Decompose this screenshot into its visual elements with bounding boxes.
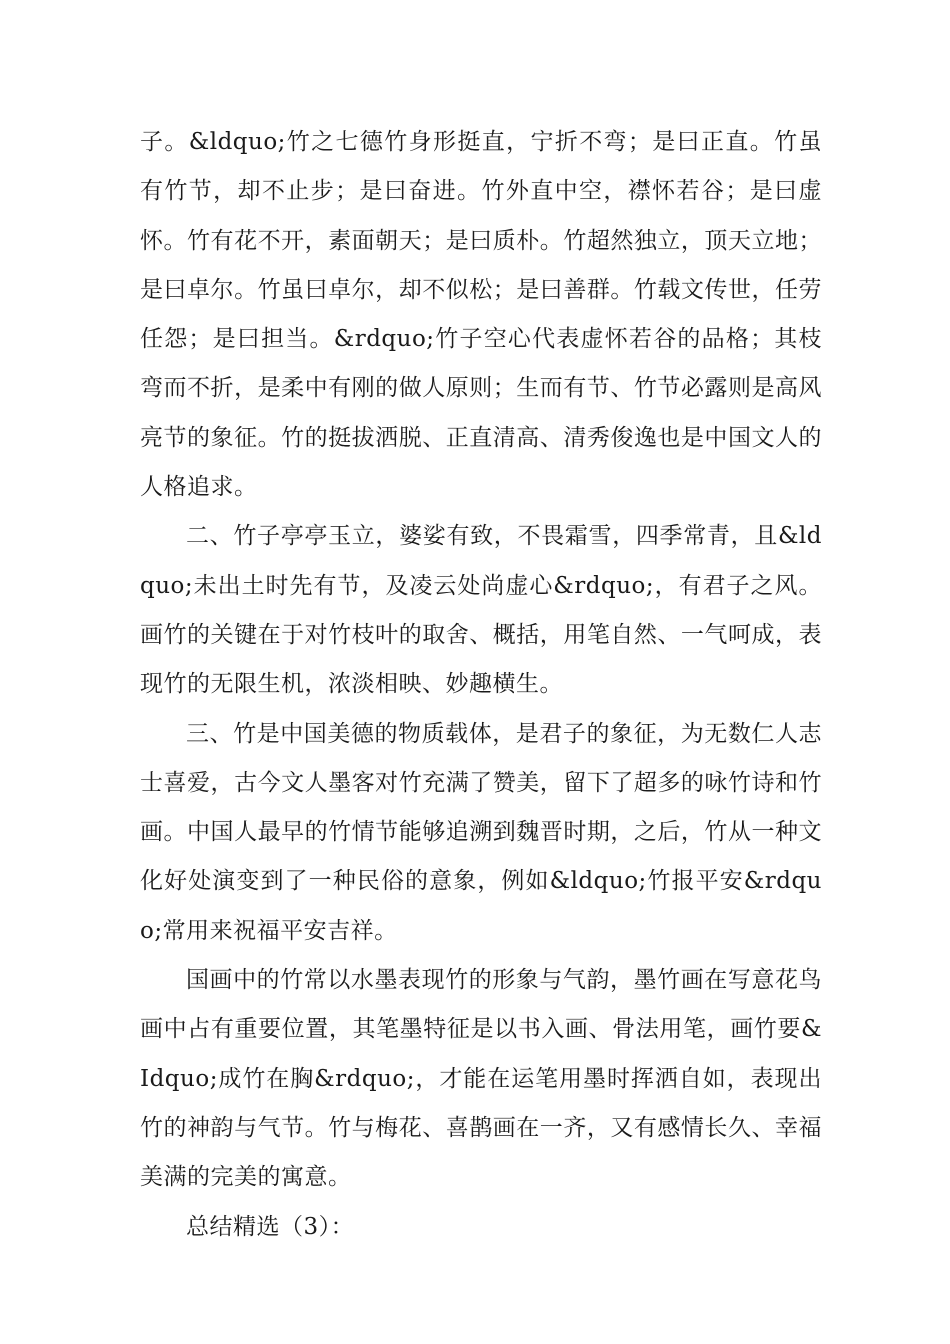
paragraph-seven-virtues: 子。&ldquo;竹之七德竹身形挺直，宁折不弯；是曰正直。竹虽有竹节，却不止步；是曰奋进。竹外直中空，襟怀若谷；是曰虚怀。竹有花不开，素面朝天；是曰质朴。竹超然独立，顶天立地；是曰卓尔。竹虽曰卓尔，却不似松；是曰善群。竹载文传世，任劳任怨；是曰担当。&rdquo;竹子空心代表虚怀若谷的品格；其枝弯而不折，是柔中有刚的做人原则；生而有节、竹节必露则是高风亮节的象征。竹的挺拔洒脱、正直清高、清秀俊逸也是中国文人的人格追求。 — [140, 129, 822, 501]
paragraph-ink-bamboo: 国画中的竹常以水墨表现竹的形象与气韵，墨竹画在写意花鸟画中占有重要位置，其笔墨特征是以书入画、骨法用笔，画竹要&Idquo;成竹在胸&rdquo;，才能在运笔用墨时挥洒自如，表现出竹的神韵与气节。竹与梅花、喜鹊画在一齐，又有感情长久、幸福美满的完美的寓意。 — [140, 967, 822, 1191]
document-page — [140, 118, 822, 1252]
paragraph-three: 三、竹是中国美德的物质载体，是君子的象征，为无数仁人志士喜爱，古今文人墨客对竹充满了赞美，留下了超多的咏竹诗和竹画。中国人最早的竹情节能够追溯到魏晋时期，之后，竹从一种文化好处演变到了一种民俗的意象，例如&ldquo;竹报平安&rdquo;常用来祝福平安吉祥。 — [140, 720, 822, 944]
paragraph-two: 二、竹子亭亭玉立，婆娑有致，不畏霜雪，四季常青，且&ldquo;未出土时先有节，及凌云处尚虚心&rdquo;，有君子之风。画竹的关键在于对竹枝叶的取舍、概括，用笔自然、一气呵成，表现竹的无限生机，浓淡相映、妙趣横生。 — [140, 523, 822, 698]
section-heading-summary: 总结精选（3）： — [186, 1213, 355, 1240]
